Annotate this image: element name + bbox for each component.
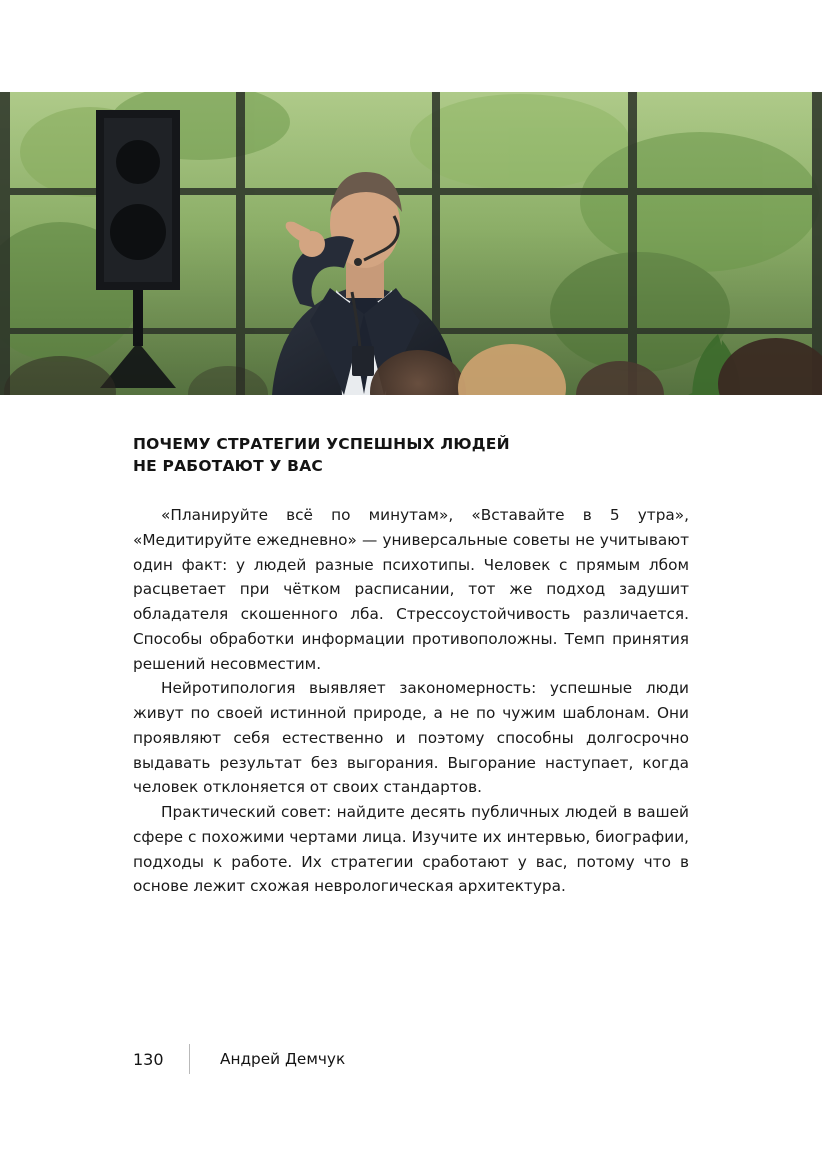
page-number: 130 (133, 1049, 164, 1069)
page-footer (133, 1042, 693, 1076)
page-title (133, 433, 689, 477)
body-paragraph: Практический совет: найдите десять публичных людей в вашей сфере с похожими чертами лица. Изучите их интервью, биографии, подходы к работе. Их стратегии сработают у вас, потому что в основе лежит схожая неврологическая архитектура. (133, 803, 689, 896)
page-title-line-2: НЕ РАБОТАЮТ У ВАС (133, 457, 323, 475)
photo-illustration (0, 92, 822, 395)
body-paragraph: Нейротипология выявляет закономерность: успешные люди живут по своей истинной природе, а не по чужим шаблонам. Они проявляют себя естественно и поэтому способны долгосрочно выдавать результат без выгорания. Выгорание наступает, когда человек отклоняется от своих стандартов. (133, 679, 689, 797)
page-title-line-1: ПОЧЕМУ СТРАТЕГИИ УСПЕШНЫХ ЛЮДЕЙ (133, 435, 510, 453)
article-content (133, 433, 689, 899)
footer-divider (189, 1044, 190, 1074)
author-name: Андрей Демчук (220, 1050, 346, 1068)
body-paragraph: «Планируйте всё по минутам», «Вставайте в 5 утра», «Медитируйте ежедневно» — универсальные советы не учитывают один факт: у людей разные психотипы. Человек с прямым лбом расцветает при чётком расписании, тот же подход задушит обладателя скошенного лба. Стрессоустойчивость различается. Способы обработки информации противоположны. Темп принятия решений несовместим. (133, 506, 689, 673)
chapter-photo (0, 92, 822, 395)
